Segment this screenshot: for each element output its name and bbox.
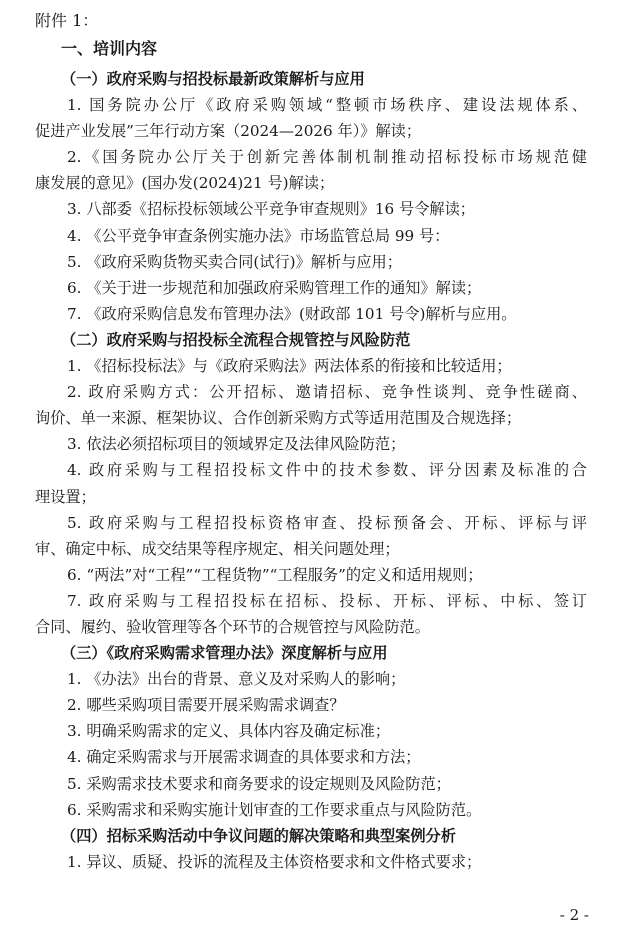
list-item: 1. 《招标投标法》与《政府采购法》两法体系的衔接和比较适用；	[67, 357, 512, 376]
document-body	[35, 66, 587, 875]
list-item: 2.《国务院办公厅关于创新完善体制机制推动招标投标市场规范健	[67, 148, 587, 167]
list-item: 1. 《办法》出台的背景、意义及对采购人的影响；	[67, 670, 406, 689]
list-item-continuation: 康发展的意见》(国办发(2024)21 号)解读；	[35, 174, 335, 193]
list-item: 2. 哪些采购项目需要开展采购需求调查？	[67, 696, 345, 715]
list-item: 5. 《政府采购货物买卖合同(试行)》解析与应用；	[67, 252, 402, 271]
list-item-continuation: 审、确定中标、成交结果等程序规定、相关问题处理；	[35, 539, 400, 558]
list-item: 5. 政府采购与工程招投标资格审查、投标预备会、开标、评标与评	[67, 513, 587, 532]
section-heading: 一、培训内容	[61, 39, 158, 58]
list-item: 1. 国务院办公厅《政府采购领域“整顿市场秩序、建设法规体系、	[67, 96, 587, 115]
page-number: - 2 -	[559, 906, 589, 924]
list-item: 6. 采购需求和采购实施计划审查的工作要求重点与风险防范。	[67, 800, 482, 819]
list-item: 5. 采购需求技术要求和商务要求的设定规则及风险防范；	[67, 774, 451, 793]
list-item-continuation: 合同、履约、验收管理等各个环节的合规管控与风险防范。	[35, 617, 430, 636]
list-item-continuation: 理设置；	[35, 487, 96, 506]
list-item: 2. 政府采购方式：公开招标、邀请招标、竞争性谈判、竞争性磋商、	[67, 383, 587, 402]
list-item: 4. 确定采购需求与开展需求调查的具体要求和方法；	[67, 748, 421, 767]
subsection-title: （一）政府采购与招投标最新政策解析与应用	[61, 70, 365, 88]
list-item: 4. 政府采购与工程招投标文件中的技术参数、评分因素及标准的合	[67, 461, 587, 480]
list-item: 1. 异议、质疑、投诉的流程及主体资格要求和文件格式要求；	[67, 852, 482, 871]
list-item: 6. “两法”对“工程”“工程货物”“工程服务”的定义和适用规则；	[67, 565, 483, 584]
list-item: 3. 明确采购需求的定义、具体内容及确定标准；	[67, 722, 391, 741]
list-item: 7. 政府采购与工程招投标在招标、投标、开标、评标、中标、签订	[67, 591, 587, 610]
list-item-continuation: 促进产业发展”三年行动方案（2024—2026 年）》解读；	[35, 122, 422, 141]
list-item: 4. 《公平竞争审查条例实施办法》市场监管总局 99 号：	[67, 226, 450, 245]
attachment-label: 附件 1：	[35, 11, 99, 30]
list-item: 7. 《政府采购信息发布管理办法》(财政部 101 号令)解析与应用。	[67, 304, 517, 323]
list-item: 6. 《关于进一步规范和加强政府采购管理工作的通知》解读；	[67, 278, 482, 297]
list-item-continuation: 询价、单一来源、框架协议、合作创新采购方式等适用范围及合规选择；	[35, 409, 521, 428]
subsection-title: （二）政府采购与招投标全流程合规管控与风险防范	[61, 330, 411, 349]
subsection-title: （四）招标采购活动中争议问题的解决策略和典型案例分析	[61, 826, 456, 845]
subsection-title: （三）《政府采购需求管理办法》深度解析与应用	[61, 644, 388, 663]
list-item: 3. 依法必须招标项目的领域界定及法律风险防范；	[67, 435, 406, 454]
list-item: 3. 八部委《招标投标领域公平竞争审查规则》16 号令解读；	[67, 200, 475, 219]
